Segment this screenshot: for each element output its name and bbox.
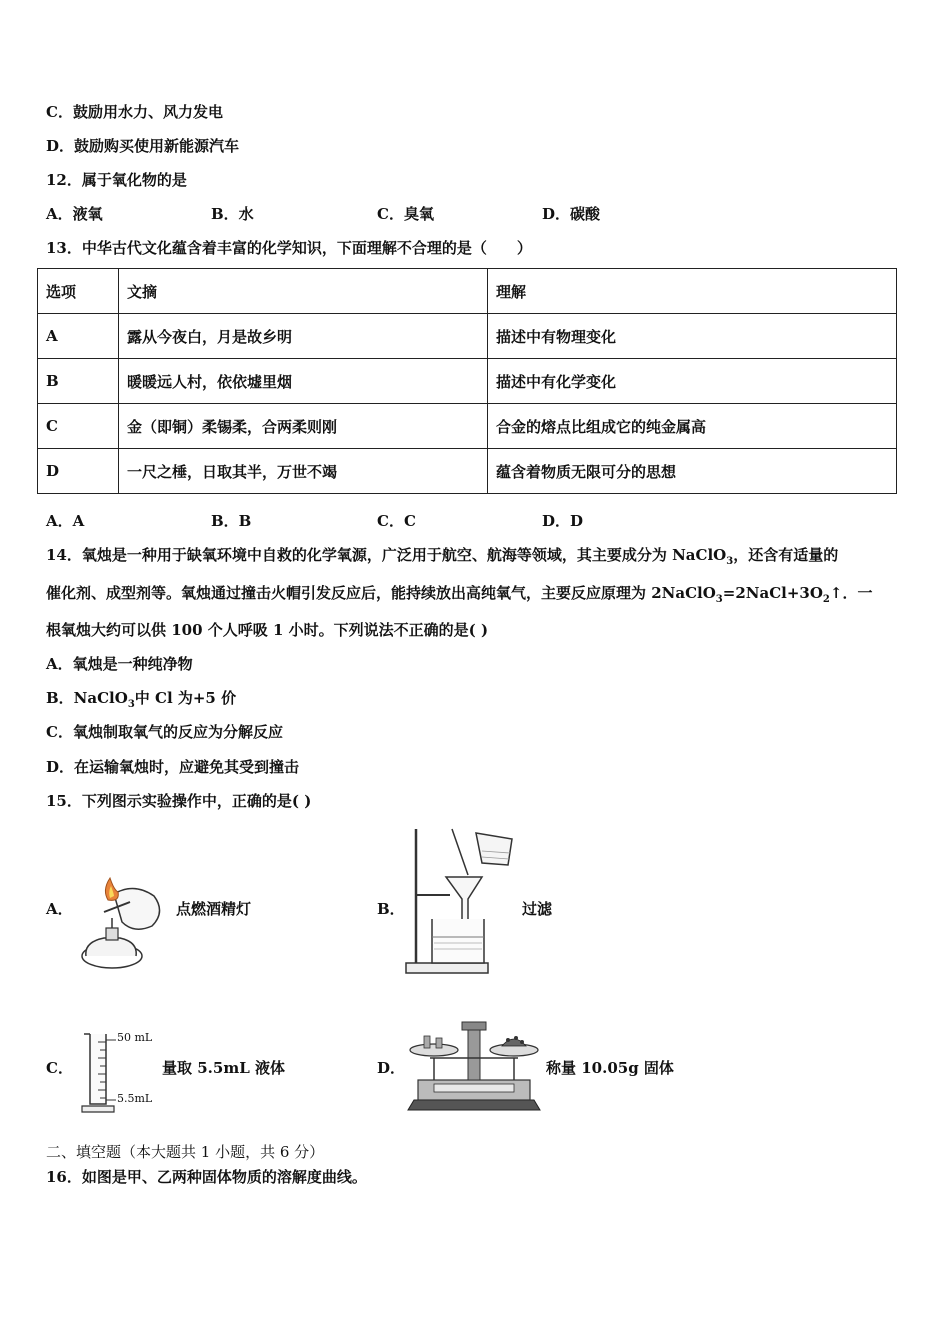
table-row — [38, 404, 897, 449]
q11-option-c: C．鼓励用水力、风力发电 — [46, 103, 223, 121]
q12-option-b: B．水 — [211, 205, 254, 223]
q16-stem: 16．如图是甲、乙两种固体物质的溶解度曲线。 — [46, 1168, 367, 1186]
table-cell: B — [38, 359, 119, 404]
alcohol-lamp-lighting-figure — [74, 872, 174, 978]
section-2-title: 二、填空题（本大题共 1 小题，共 6 分） — [46, 1143, 325, 1161]
q15-option-c-letter: C． — [46, 1059, 73, 1077]
q13-option-c: C．C — [377, 512, 416, 530]
q14-option-a: A．氧烛是一种纯净物 — [46, 655, 193, 673]
q15-stem: 15．下列图示实验操作中，正确的是( ) — [46, 792, 312, 810]
q14-option-c: C．氧烛制取氧气的反应为分解反应 — [46, 723, 283, 741]
table-cell: A — [38, 314, 119, 359]
table-header-cell: 文摘 — [119, 269, 488, 314]
q13-table — [37, 268, 897, 494]
table-header-row — [38, 269, 897, 314]
q12-option-c: C．臭氧 — [377, 205, 434, 223]
q15-option-b-letter: B． — [377, 900, 405, 918]
table-cell: 合金的熔点比组成它的纯金属高 — [488, 404, 897, 449]
table-cell: 暖暖远人村，依依墟里烟 — [119, 359, 488, 404]
table-cell: 描述中有物理变化 — [488, 314, 897, 359]
table-cell: 描述中有化学变化 — [488, 359, 897, 404]
q12-stem: 12．属于氧化物的是 — [46, 171, 187, 189]
q12-option-d: D．碳酸 — [542, 205, 601, 223]
table-cell: 一尺之棰，日取其半，万世不竭 — [119, 449, 488, 494]
q14-stem-line1: 14．氧烛是一种用于缺氧环境中自救的化学氧源，广泛用于航空、航海等领域，其主要成分为 NaClO$_3$，还含有适量的 — [46, 546, 839, 567]
table-cell: D — [38, 449, 119, 494]
q15-option-b-caption: 过滤 — [522, 900, 553, 918]
q14-stem-line3: 根氧烛大约可以供 100 个人呼吸 1 小时。下列说法不正确的是( ) — [46, 621, 489, 639]
q15-option-c-caption: 量取 5.5mL 液体 — [162, 1059, 285, 1077]
q14-stem-line2: 催化剂、成型剂等。氧烛通过撞击火帽引发反应后，能持续放出高纯氧气，主要反应原理为 $2NaClO_3=2NaCl+3O_2↑$．一 — [46, 584, 873, 605]
q15-option-d-caption: 称量 10.05g 固体 — [546, 1059, 674, 1077]
q14-option-d: D．在运输氧烛时，应避免其受到撞击 — [46, 758, 300, 776]
balance-scale-figure — [404, 1018, 544, 1112]
table-cell: 露从今夜白，月是故乡明 — [119, 314, 488, 359]
table-row — [38, 359, 897, 404]
q13-stem: 13．中华古代文化蕴含着丰富的化学知识，下面理解不合理的是（ ） — [46, 239, 532, 257]
q15-option-d-letter: D． — [377, 1059, 406, 1077]
table-header-cell: 选项 — [38, 269, 119, 314]
q11-option-d: D．鼓励购买使用新能源汽车 — [46, 137, 240, 155]
cylinder-top-mark: 50 mL — [117, 1031, 153, 1044]
table-header-cell: 理解 — [488, 269, 897, 314]
q13-option-d: D．D — [542, 512, 584, 530]
table-cell: 蕴含着物质无限可分的思想 — [488, 449, 897, 494]
table-row — [38, 449, 897, 494]
cylinder-bottom-mark: 5.5mL — [117, 1092, 153, 1105]
table-cell: C — [38, 404, 119, 449]
q14-option-b: B．NaClO$_3$中 Cl 为+5 价 — [46, 689, 237, 710]
q12-option-a: A．液氧 — [46, 205, 103, 223]
table-row — [38, 314, 897, 359]
table-cell: 金（即铜）柔锡柔，合两柔则刚 — [119, 404, 488, 449]
q13-option-a: A．A — [46, 512, 85, 530]
q13-option-b: B．B — [211, 512, 252, 530]
q15-option-a-caption: 点燃酒精灯 — [176, 900, 252, 918]
filtration-apparatus-figure — [404, 825, 524, 977]
q15-option-a-letter: A． — [46, 900, 73, 918]
